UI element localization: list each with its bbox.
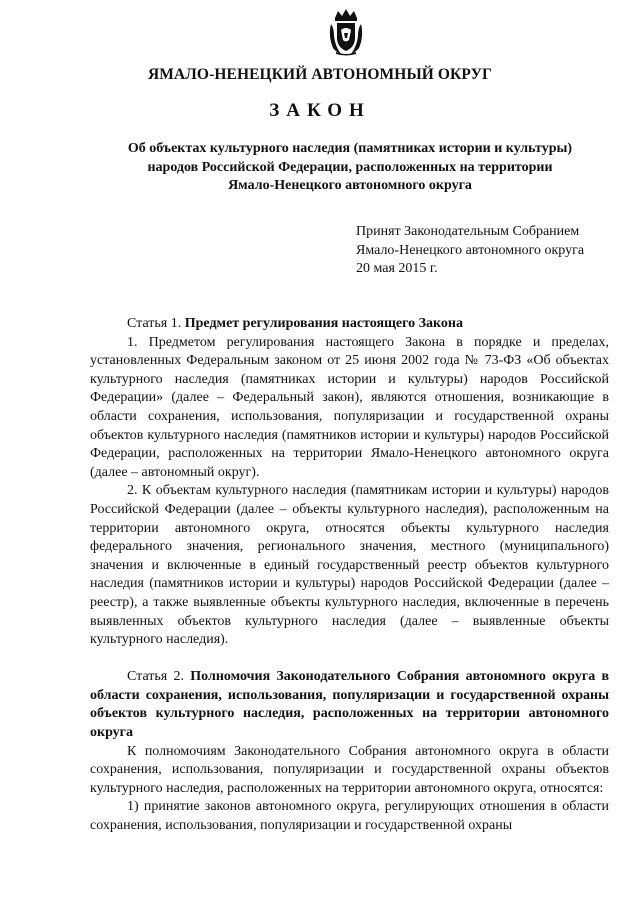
law-body	[90, 315, 609, 836]
article-2-prefix: Статья 2.	[127, 669, 184, 685]
article-2-title: Полномочия Законодательного Собрания автономного округа в области сохранения, использования, популяризации и государственной охраны объектов культурного наследия, расположенных на территории автономного округа	[90, 669, 610, 741]
article-2-intro: К полномочиям Законодательного Собрания автономного округа в области сохранения, использования, популяризации и государственной охраны объектов культурного наследия, расположенных на территории автономного округа, относятся:	[90, 743, 609, 796]
article-1-paragraph-1: 1. Предметом регулирования настоящего Закона в порядке и пределах, установленных Федеральным законом от 25 июня 2002 года № 73-ФЗ «Об объектах культурного наследия (памятниках истории и культуры) народов Российской Федерации» (далее – Федеральный закон), являются отношения, возникающие в области сохранения, использования, популяризации и государственной охраны объектов культурного наследия (памятников истории и культуры) народов Российской Федерации, расположенных на территории Ямало-Ненецкого автономного округа (далее – автономный округ).	[90, 334, 609, 480]
adoption-date: 20 мая 2015 г.	[356, 261, 438, 276]
article-2-heading	[90, 668, 609, 742]
region-name: ЯМАЛО-НЕНЕЦКИЙ АВТОНОМНЫЙ ОКРУГ	[147, 66, 493, 83]
article-1-title: Предмет регулирования настоящего Закона	[184, 316, 463, 331]
law-title-line: Об объектах культурного наследия (памятниках истории и культуры)	[127, 141, 573, 156]
coat-of-arms-icon	[327, 6, 365, 56]
document-type: ЗАКОН	[269, 100, 371, 121]
adoption-line: Принят Законодательным Собранием	[356, 224, 580, 239]
adoption-line: Ямало-Ненецкого автономного округа	[356, 242, 585, 258]
adoption-note	[356, 223, 584, 279]
law-title-line: Ямало-Ненецкого автономного округа	[228, 178, 472, 193]
law-title	[95, 140, 605, 196]
article-1-prefix: Статья 1.	[127, 316, 182, 331]
article-1-paragraph-2: 2. К объектам культурного наследия (памятникам истории и культуры) народов Российской Федерации (далее – объекты культурного наследия), расположенным на территории автономного округа, относятся объекты культурного наследия федерального значения, регионального значения, местного (муниципального) значения и включенные в единый государственный реестр объектов культурного наследия (памятников истории и культуры) народов Российской Федерации (далее – реестр), а также выявленные объекты культурного наследия, включенные в перечень выявленных объектов культурного наследия (далее – выявленные объекты культурного наследия).	[90, 483, 609, 648]
law-title-line: народов Российской Федерации, расположенных на территории	[147, 159, 553, 175]
article-2-item-1: 1) принятие законов автономного округа, регулирующих отношения в области сохранения, использования, популяризации и государственной охраны	[90, 799, 609, 834]
spacer	[90, 650, 609, 669]
article-1-heading	[90, 315, 609, 334]
